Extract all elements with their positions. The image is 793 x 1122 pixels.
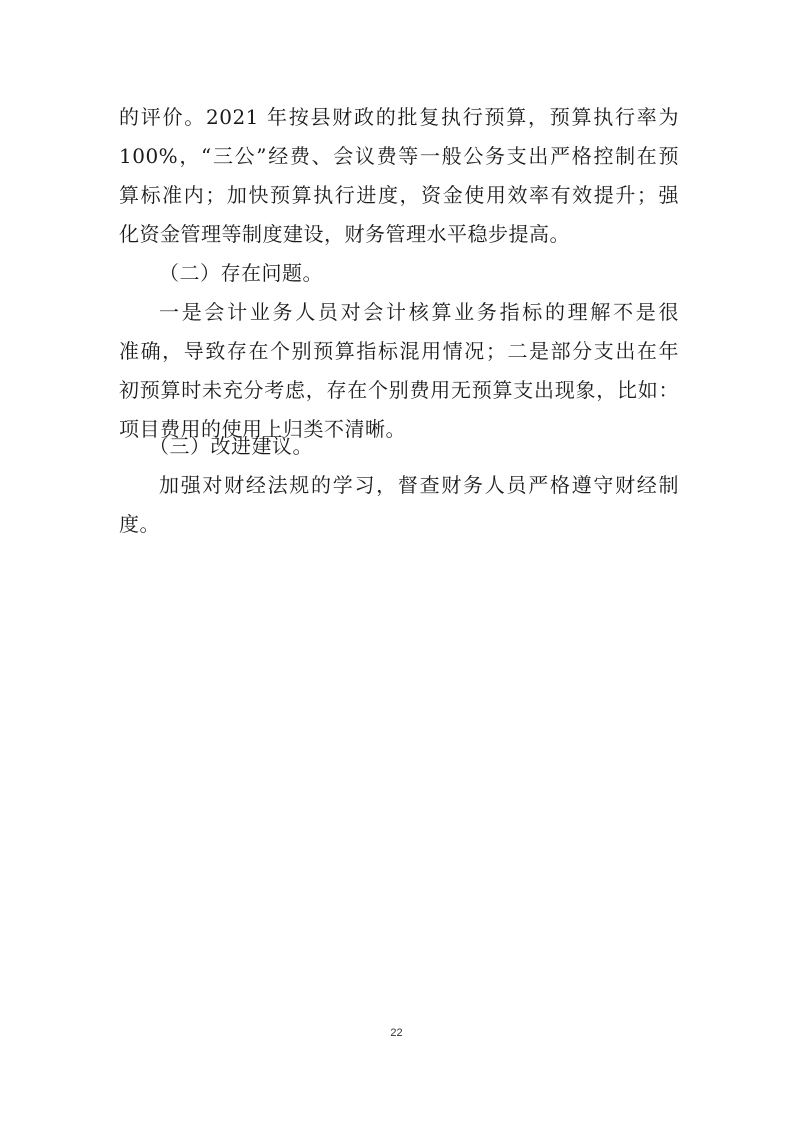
paragraph-line: 加强对财经法规的学习，督查财务人员严格遵守财经制 [159, 473, 679, 497]
paragraph-line: 项目费用的使用上归类不清晰。 [119, 417, 406, 441]
page-number: 22 [390, 1027, 403, 1039]
paragraph-line: 初预算时未充分考虑，存在个别费用无预算支出现象，比如： [119, 378, 679, 402]
paragraph-evaluation-summary [119, 98, 679, 254]
section-heading-suggestions: （三）改进建议。 [149, 434, 313, 458]
paragraph-line: 准确，导致存在个别预算指标混用情况；二是部分支出在年 [119, 339, 679, 363]
paragraph-line: 算标准内；加快预算执行进度，资金使用效率有效提升；强 [119, 183, 679, 207]
paragraph-line: 一是会计业务人员对会计核算业务指标的理解不是很 [159, 300, 679, 324]
paragraph-line: 化资金管理等制度建设，财务管理水平稳步提高。 [119, 222, 570, 246]
paragraph-problems [119, 293, 679, 449]
paragraph-suggestions [119, 466, 679, 544]
paragraph-line: 度。 [119, 512, 160, 536]
paragraph-line: 的评价。2021 年按县财政的批复执行预算，预算执行率为 [119, 105, 679, 129]
section-problems [119, 254, 679, 293]
section-suggestions [119, 427, 679, 466]
paragraph-line: 100%，“三公”经费、会议费等一般公务支出严格控制在预 [119, 144, 679, 168]
section-heading-problems: （二）存在问题。 [159, 261, 323, 285]
